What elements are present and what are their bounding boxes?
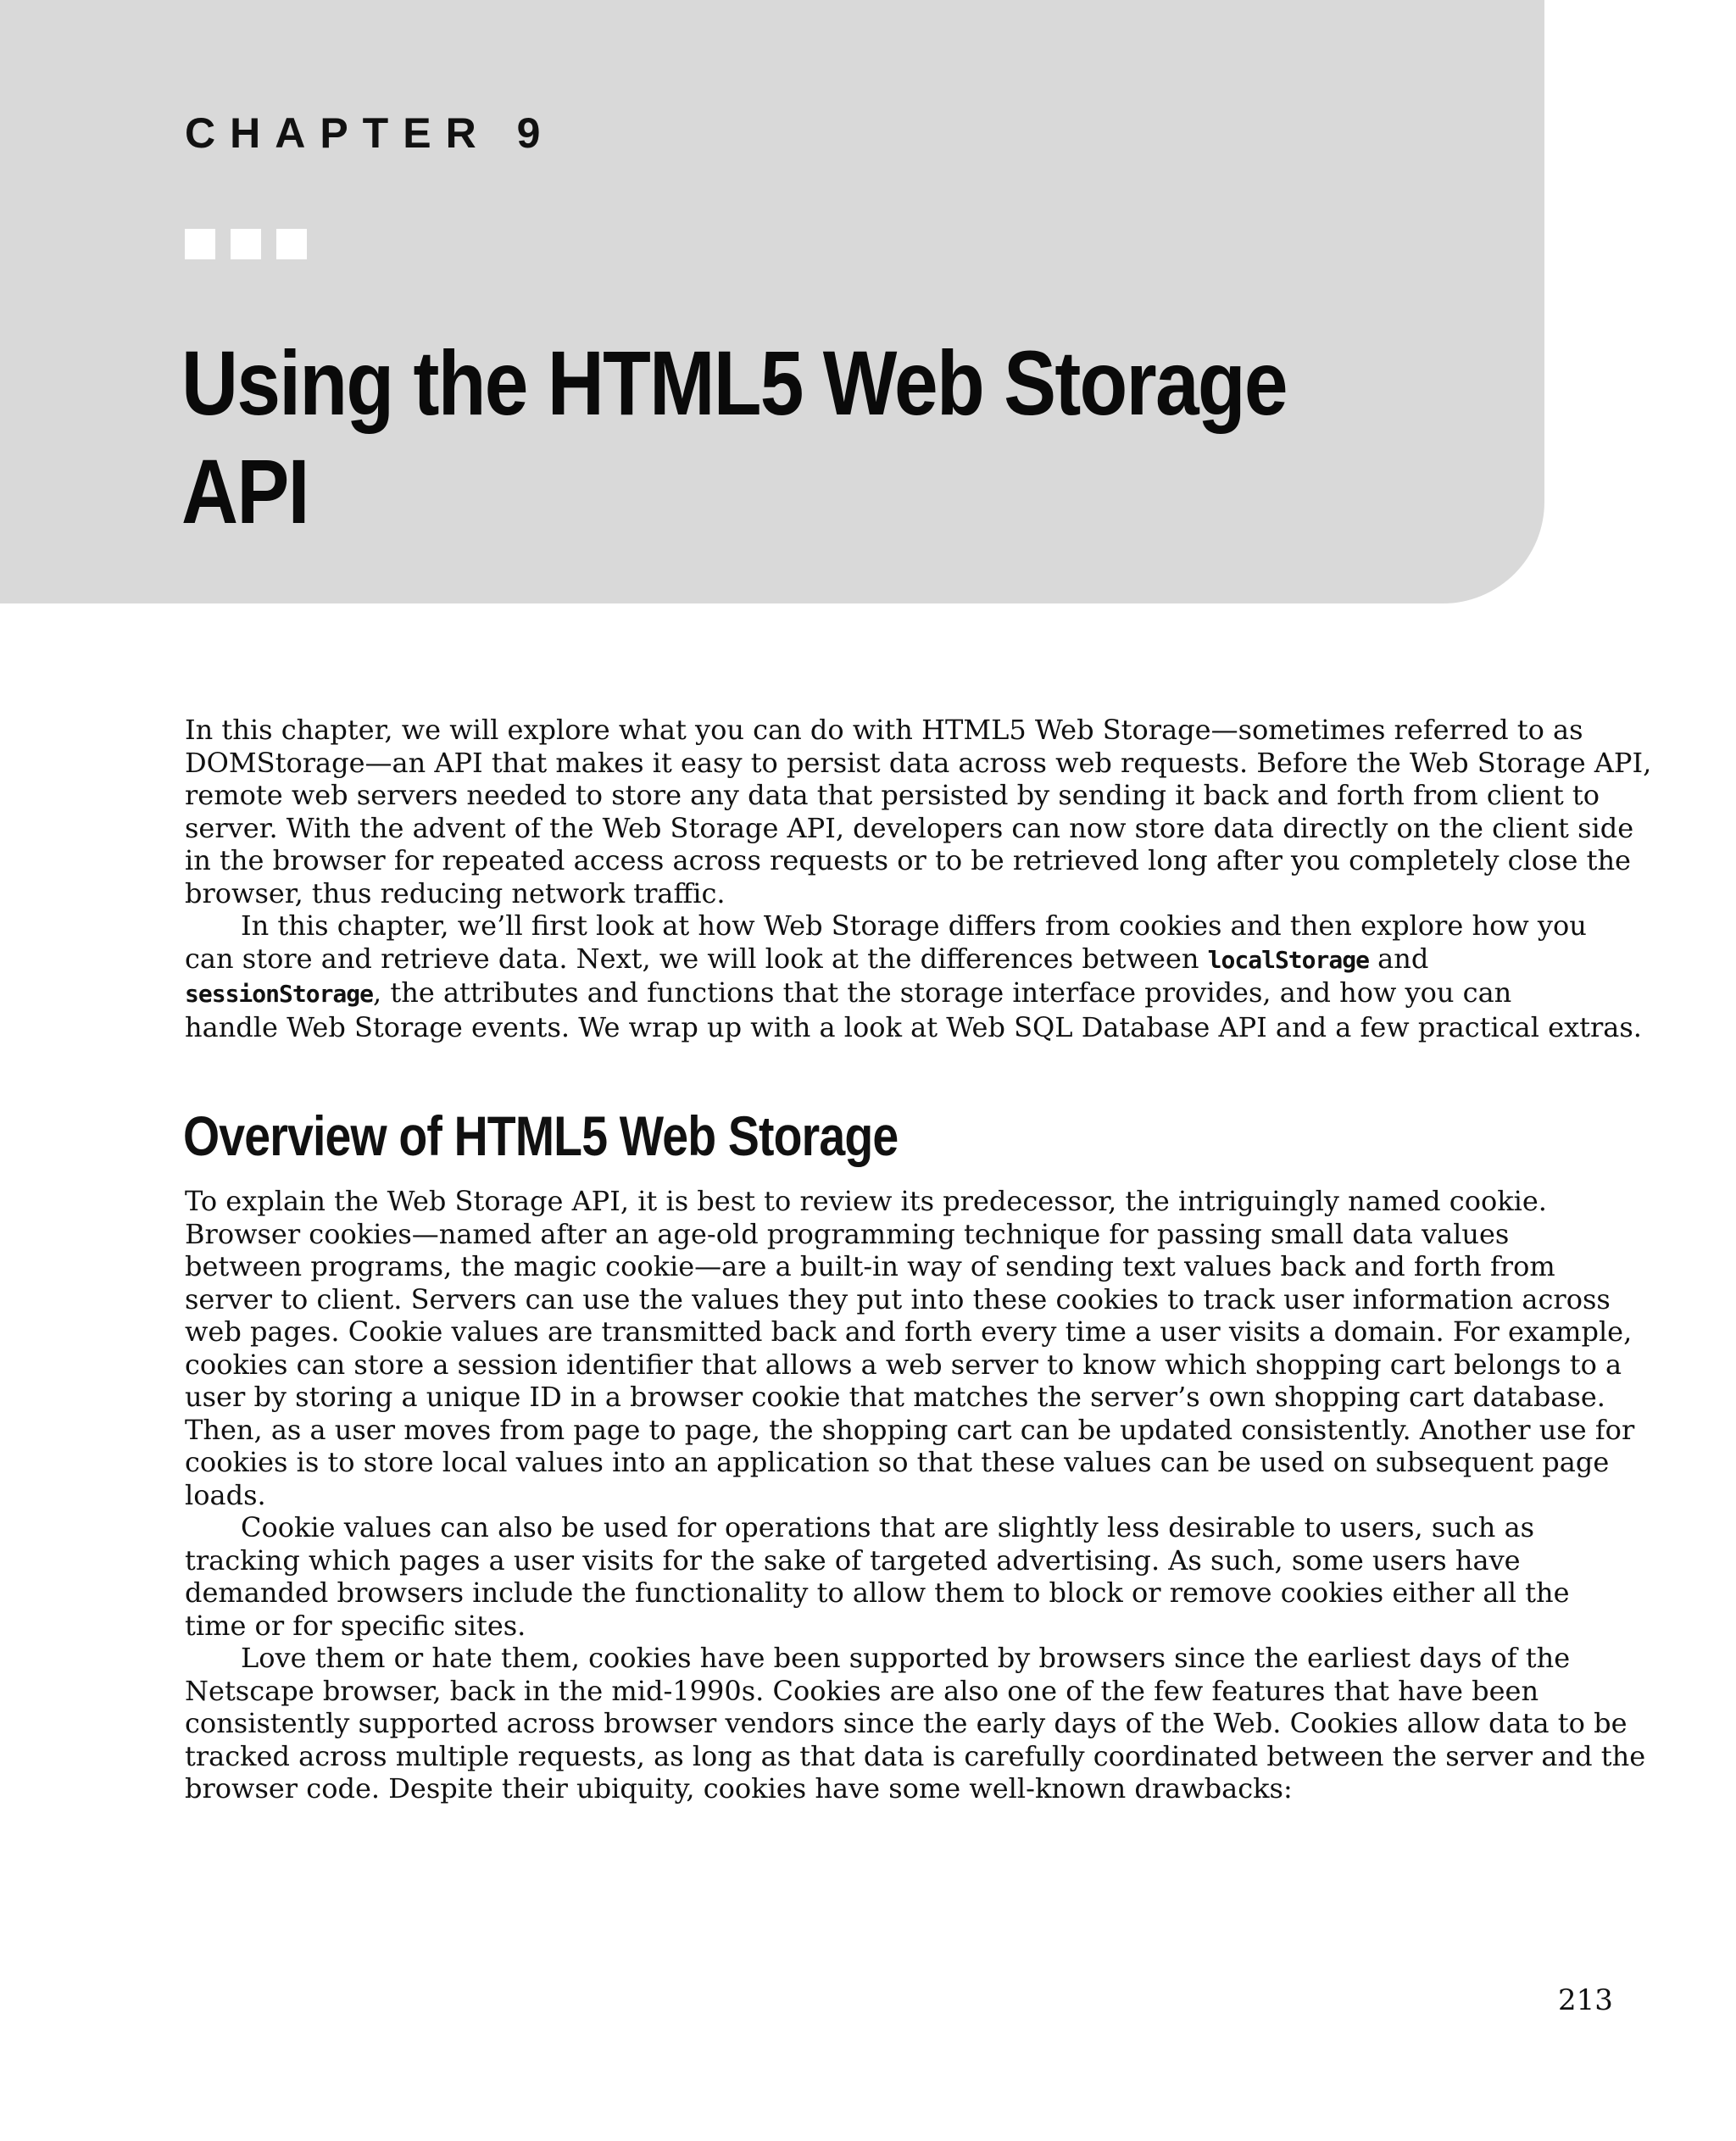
chapter-title	[181, 329, 1304, 546]
text-line: between programs, the magic cookie—are a built-in way of sending text values back and forth from	[185, 1250, 1555, 1282]
text-line: Cookie values can also be used for operations that are slightly less desirable to users, such as	[241, 1511, 1535, 1543]
chapter-title-line-1: Using the HTML5 Web Storage	[181, 331, 1287, 434]
text-line: tracking which pages a user visits for the sake of targeted advertising. As such, some users have	[185, 1543, 1521, 1577]
chapter-banner	[0, 0, 1544, 603]
text-line: Love them or hate them, cookies have been supported by browsers since the earliest days of the	[241, 1642, 1571, 1674]
text-line: In this chapter, we’ll first look at how Web Storage differs from cookies and then explore how you	[241, 909, 1587, 942]
intro-paragraph-2	[185, 909, 1642, 1043]
text-line	[185, 976, 1541, 1011]
text-line: tracked across multiple requests, as long as that data is carefully coordinated between the server and the	[185, 1739, 1646, 1772]
chapter-ornament	[185, 229, 307, 259]
text-line: handle Web Storage events. We wrap up with a look at Web SQL Database API and a few practical extras.	[185, 1010, 1642, 1043]
text-run: and	[1368, 942, 1429, 975]
text-line: cookies is to store local values into an application so that these values can be used on subsequent page	[185, 1446, 1610, 1478]
ornament-square	[276, 229, 307, 259]
text-line: server. With the advent of the Web Storage API, developers can now store data directly on the client side	[185, 811, 1634, 844]
text-line: browser, thus reducing network traffic.	[185, 876, 726, 909]
page-number: 213	[1558, 1983, 1613, 2017]
ornament-square	[231, 229, 261, 259]
text-line	[185, 943, 1541, 977]
text-line: web pages. Cookie values are transmitted back and forth every time a user visits a domain. For example,	[185, 1315, 1633, 1348]
code-localstorage: localStorage	[1207, 945, 1369, 974]
overview-section	[185, 1185, 1646, 1805]
overview-paragraph-1	[185, 1185, 1635, 1511]
text-line: consistently supported across browser vendors since the early days of the Web. Cookies allow data to be	[185, 1707, 1628, 1739]
text-run: can store and retrieve data. Next, we will look at the differences between	[185, 942, 1208, 975]
text-line: time or for specific sites.	[185, 1609, 526, 1642]
text-line: Netscape browser, back in the mid-1990s. Cookies are also one of the few features that have been	[185, 1674, 1539, 1707]
text-line: Then, as a user moves from page to page, the shopping cart can be updated consistently. Another use for	[185, 1413, 1635, 1446]
ornament-square	[185, 229, 215, 259]
text-line: DOMStorage—an API that makes it easy to persist data across web requests. Before the Web Storage API,	[185, 746, 1652, 779]
text-line: demanded browsers include the functionality to allow them to block or remove cookies either all the	[185, 1577, 1570, 1609]
section-heading: Overview of HTML5 Web Storage	[183, 1104, 899, 1167]
code-sessionstorage: sessionStorage	[185, 980, 374, 1008]
text-line: cookies can store a session identifier that allows a web server to know which shopping cart belongs to a	[185, 1348, 1622, 1381]
text-line: Browser cookies—named after an age-old programming technique for passing small data values	[185, 1217, 1510, 1250]
overview-paragraph-2	[185, 1511, 1570, 1642]
chapter-label: CHAPTER 9	[185, 109, 555, 157]
intro-paragraph-1	[185, 714, 1652, 909]
text-line: user by storing a unique ID in a browser cookie that matches the server’s own shopping cart database.	[185, 1381, 1605, 1413]
text-line: In this chapter, we will explore what you can do with HTML5 Web Storage—sometimes referred to as	[185, 714, 1583, 746]
text-line: To explain the Web Storage API, it is best to review its predecessor, the intriguingly named cookie.	[185, 1185, 1547, 1217]
chapter-title-line-2: API	[181, 440, 309, 542]
text-run: , the attributes and functions that the storage interface provides, and how you can	[373, 976, 1512, 1009]
text-line: in the browser for repeated access across requests or to be retrieved long after you completely close the	[185, 844, 1631, 876]
text-line: remote web servers needed to store any data that persisted by sending it back and forth from client to	[185, 779, 1600, 811]
text-line: loads.	[185, 1478, 266, 1511]
overview-paragraph-3	[185, 1642, 1646, 1805]
text-line: browser code. Despite their ubiquity, cookies have some well-known drawbacks:	[185, 1772, 1293, 1805]
text-line: server to client. Servers can use the values they put into these cookies to track user information across	[185, 1282, 1611, 1315]
intro-section	[185, 714, 1652, 1043]
